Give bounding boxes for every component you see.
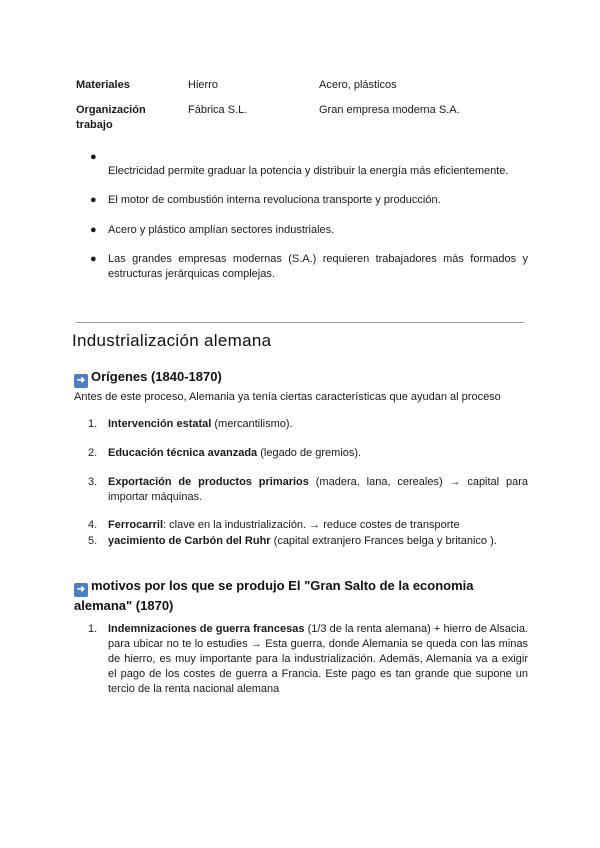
table-cell: Gran empresa moderna S.A.	[319, 104, 460, 116]
list-item-text: Electricidad permite graduar la potencia y distribuir la energía más eficientemente.	[108, 165, 509, 177]
horizontal-divider	[76, 322, 524, 323]
list-item-text: Las grandes empresas modernas (S.A.) requieren trabajadores más formados y estructuras jerárquicas complejas.	[108, 253, 528, 280]
list-item-text: Acero y plástico amplían sectores industriales.	[108, 224, 335, 236]
item-rest: (madera, lana, cereales) → capital para importar máquinas.	[108, 476, 528, 503]
item-rest: (1/3 de la renta alemana) + hierro de Alsacia. para ubicar no te lo estudies → Esta guerra, donde Alemania se queda con las minas de hierro, es muy importante para la industrialización. Además, Alemania va a exigir el pago de los costes de guerra a Francia. Este pago es tan grande que supone un tercio de la renta nacional alemana	[108, 623, 528, 695]
item-rest: : clave en la industrialización. → reduce costes de transporte	[163, 519, 460, 531]
right-arrow-icon: ➜	[74, 374, 88, 388]
motives-heading-text: motivos por los que se produjo El "Gran Salto de la economia alemana" (1870)	[74, 578, 474, 613]
item-bold: Intervención estatal	[108, 418, 212, 430]
item-bold: yacimiento de Carbón del Ruhr	[108, 535, 271, 547]
item-rest: (capital extranjero Frances belga y britanico ).	[270, 535, 497, 547]
table-row	[76, 103, 536, 135]
item-text	[108, 534, 528, 549]
section-title: Industrialización alemana	[72, 331, 272, 350]
item-rest: (legado de gremios).	[257, 447, 362, 459]
item-number: 2.	[88, 447, 98, 459]
item-number: 1.	[88, 623, 98, 635]
item-bold: Ferrocarril	[108, 519, 164, 531]
item-text	[108, 417, 528, 432]
table-row	[76, 78, 536, 94]
bullet-icon: ●	[90, 194, 97, 206]
item-bold: Indemnizaciones de guerra francesas	[108, 623, 305, 635]
origins-heading-text: Orígenes (1840-1870)	[91, 369, 222, 384]
item-number: 4.	[88, 519, 98, 531]
item-rest: (mercantilismo).	[211, 418, 293, 430]
bullet-icon: ●	[90, 253, 97, 265]
item-text	[108, 446, 528, 461]
origins-heading	[74, 368, 222, 388]
origins-intro: Antes de este proceso, Alemania ya tenía ciertas características que ayudan al proceso	[74, 391, 501, 403]
right-arrow-icon: ➜	[74, 583, 88, 597]
bullet-icon: ●	[90, 224, 97, 236]
table-label: Materiales	[76, 79, 130, 91]
item-text	[108, 622, 528, 697]
item-number: 5.	[88, 535, 98, 547]
table-label: Organización trabajo	[76, 104, 146, 131]
table-cell: Hierro	[188, 79, 218, 91]
item-text	[108, 475, 528, 505]
item-bold: Educación técnica avanzada	[108, 447, 258, 459]
item-bold: Exportación de productos primarios	[108, 476, 309, 488]
motives-heading	[74, 577, 526, 614]
list-item-text: El motor de combustión interna revoluciona transporte y producción.	[108, 194, 441, 206]
item-number: 3.	[88, 476, 98, 488]
bullet-icon: ●	[90, 151, 97, 163]
item-number: 1.	[88, 418, 98, 430]
item-text	[108, 518, 528, 533]
table-cell: Acero, plásticos	[319, 79, 397, 91]
table-cell: Fábrica S.L.	[188, 104, 248, 116]
